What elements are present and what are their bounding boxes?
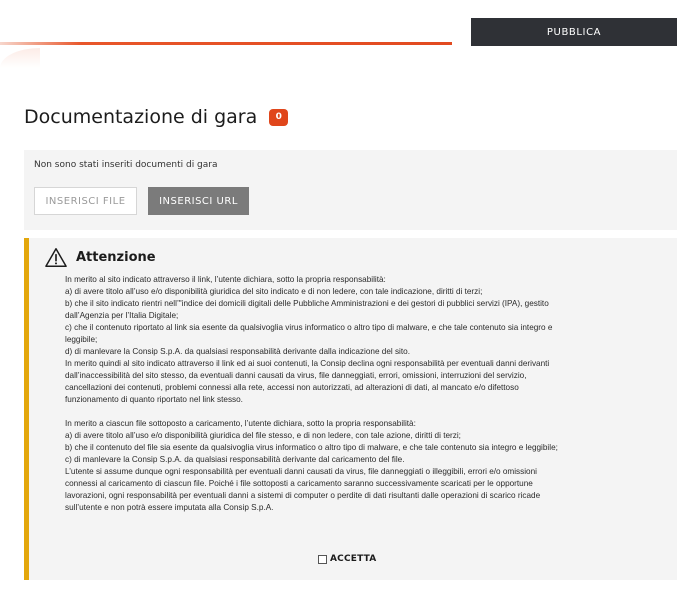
insert-url-button[interactable]: INSERISCI URL [148, 187, 249, 215]
warning-text [65, 274, 655, 514]
disclaimer-line: dall’Agenzia per l’Italia Digitale; [65, 311, 179, 320]
accept-checkbox[interactable] [318, 555, 327, 564]
disclaimer-line: leggibile; [65, 335, 98, 344]
disclaimer-line: L’utente si assume dunque ogni responsabilità per eventuali danni causati da virus, file danneggiati o illeggibili, errori e/o omissioni [65, 467, 537, 476]
warning-header [45, 247, 156, 268]
accept-label[interactable]: ACCETTA [330, 554, 377, 564]
disclaimer-line: c) di manlevare la Consip S.p.A. da qualsiasi responsabilità derivante dal caricamento del file. [65, 455, 405, 464]
disclaimer-line: a) di avere titolo all’uso e/o disponibilità giuridica del file stesso, e di non ledere, con tale azione, diritti di terzi; [65, 431, 461, 440]
disclaimer-line: dall’inaccessibilità del sito stesso, da eventuali danni causati da virus, file danneggiati, errori, omissioni, interruzioni del servizio, [65, 371, 527, 380]
document-count-badge: 0 [269, 109, 288, 126]
disclaimer-line: In merito al sito indicato attraverso il link, l’utente dichiara, sotto la propria responsabilità: [65, 275, 386, 284]
accept-control[interactable] [318, 554, 376, 564]
empty-documents-message: Non sono stati inseriti documenti di gara [34, 160, 218, 170]
disclaimer-line: b) che il sito indicato rientri nell’"indice dei domicili digitali delle Pubbliche Amministrazioni e dei gestori di pubblici servizi (IPA), gestito [65, 299, 549, 308]
disclaimer-line: In merito quindi al sito indicato attraverso il link ed ai suoi contenuti, la Consip declina ogni responsabilità per eventuali danni derivanti [65, 359, 550, 368]
disclaimer-line: In merito a ciascun file sottoposto a caricamento, l’utente dichiara, sotto la propria responsabilità: [65, 419, 416, 428]
disclaimer-line: d) di manlevare la Consip S.p.A. da qualsiasi responsabilità derivante dalla indicazione del sito. [65, 347, 410, 356]
publish-button[interactable]: PUBBLICA [471, 18, 677, 46]
warning-panel [24, 238, 677, 580]
warning-title: Attenzione [76, 250, 156, 265]
header-decoration [0, 48, 40, 68]
header-accent-line [0, 42, 452, 45]
disclaimer-line: connessi al caricamento di ciascun file. Poiché i file sottoposti a caricamento saranno successivamente scaricati per le opportune [65, 479, 533, 488]
section-title: Documentazione di gara [24, 106, 258, 128]
disclaimer-line: lavorazioni, ogni responsabilità per eventuali danni a sistemi di computer o perdite di dati risultanti dalle operazioni di scarico ricade [65, 491, 541, 500]
paragraph-spacer [65, 406, 655, 418]
insert-file-button[interactable]: INSERISCI FILE [34, 187, 137, 215]
disclaimer-line: a) di avere titolo all’uso e/o disponibilità giuridica del sito indicato e di non ledere, con tale indicazione, diritti di terzi; [65, 287, 483, 296]
disclaimer-line: b) che il contenuto del file sia esente da qualsivoglia virus informatico o altro tipo di malware, e che tale contenuto sia integro e leggibile; [65, 443, 558, 452]
link-disclaimer-paragraph [65, 274, 655, 406]
documentation-header [24, 106, 288, 128]
disclaimer-line: c) che il contenuto riportato al link sia esente da qualsivoglia virus informatico o altro tipo di malware, e che tale contenuto sia integro e [65, 323, 553, 332]
documents-panel [24, 150, 677, 230]
disclaimer-line: cancellazioni dei contenuti, problemi connessi alla rete, accessi non autorizzati, ad alterazioni di dati, al mancato e/o difettoso [65, 383, 519, 392]
disclaimer-line: funzionamento di quanto riportato nel link stesso. [65, 395, 243, 404]
disclaimer-line: sull’utente e non potrà essere imputata alla Consip S.p.A. [65, 503, 274, 512]
file-disclaimer-paragraph [65, 418, 655, 514]
warning-triangle-icon [45, 247, 67, 268]
